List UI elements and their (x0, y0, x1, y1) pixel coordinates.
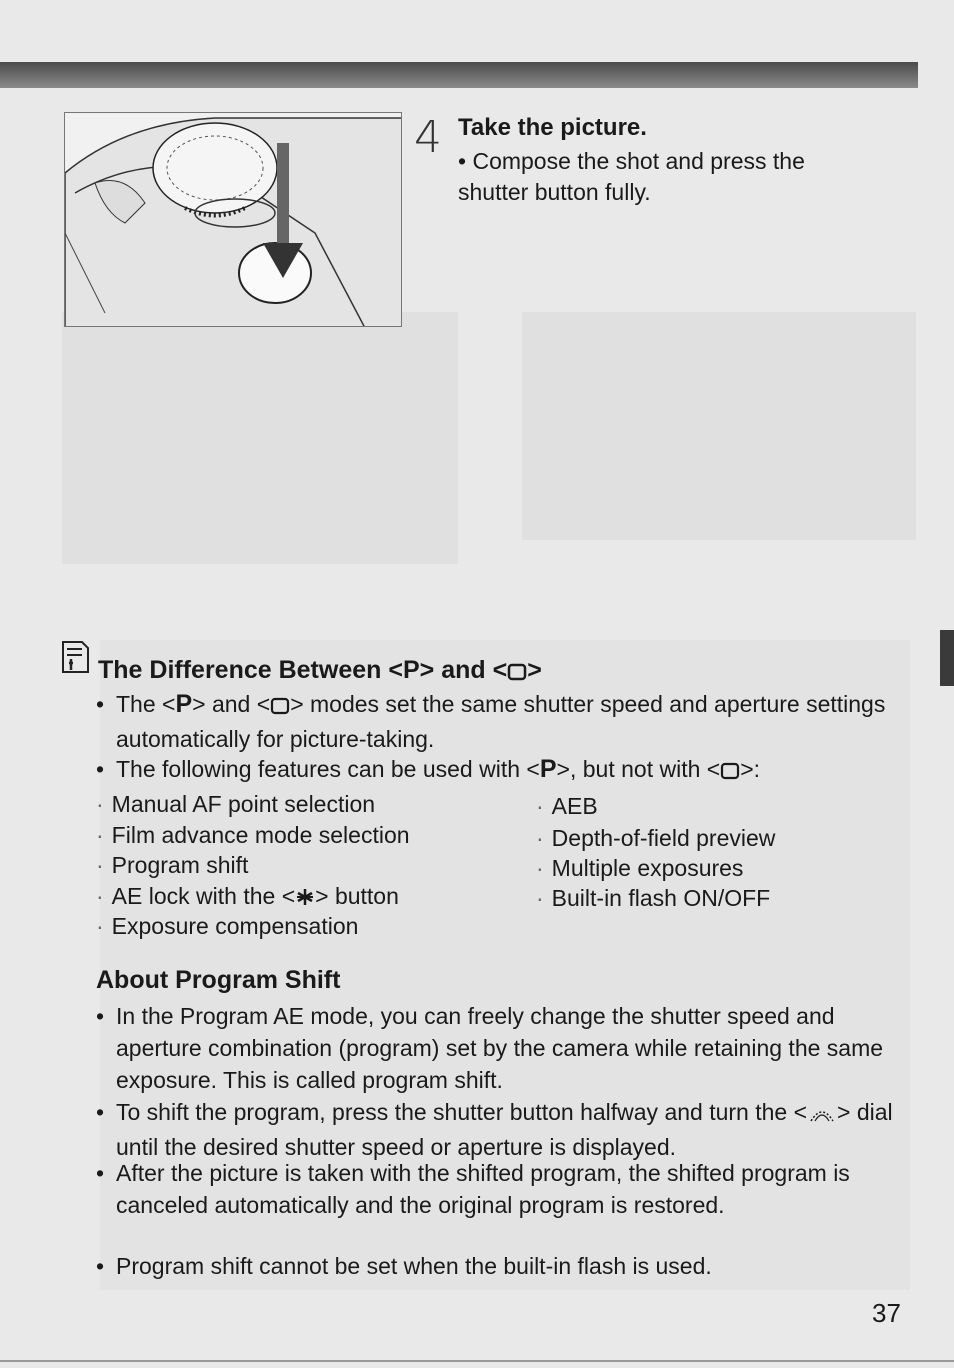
program-shift-title: About Program Shift (96, 966, 341, 994)
header-bar (0, 62, 918, 88)
full-auto-icon (507, 659, 527, 688)
ae-lock-asterisk-icon (295, 886, 315, 913)
feature-item: · Built-in flash ON/OFF (536, 885, 771, 911)
full-auto-icon (720, 756, 740, 788)
feature-item: · Program shift (96, 852, 249, 878)
full-auto-icon (270, 691, 290, 723)
bleed-through-right (522, 312, 916, 540)
feature-item: · AEB (536, 793, 598, 819)
difference-title: The Difference Between <P> and < > (98, 656, 542, 688)
bleed-through-left (62, 312, 458, 564)
difference-bullet-2: • The following features can be used with <P>, but not with < >: (96, 753, 896, 788)
step-bullet: • Compose the shot and press the shutter button fully. (458, 148, 805, 205)
program-shift-bullet-4: • Program shift cannot be set when the built-in flash is used. (96, 1253, 712, 1279)
main-dial-icon (807, 1099, 837, 1131)
feature-item: · Exposure compensation (96, 913, 359, 939)
feature-item: · Manual AF point selection (96, 791, 376, 817)
program-shift-bullet-3: • After the picture is taken with the shifted program, the shifted program is canceled automatically and the original program is restored. (96, 1160, 850, 1218)
feature-item: · Depth-of-field preview (536, 825, 776, 851)
step-title: Take the picture. (458, 114, 647, 141)
bottom-edge (0, 1360, 954, 1362)
camera-shutter-illustration (64, 112, 402, 327)
page-number: 37 (872, 1298, 901, 1328)
program-shift-bullet-2: • To shift the program, press the shutter button halfway and turn the < > dial until the desired shutter speed or aperture is displayed. (96, 1099, 893, 1160)
note-icon (60, 640, 90, 674)
feature-item: · AE lock with the < > button (96, 883, 399, 913)
section-tab (940, 630, 954, 686)
feature-item: · Film advance mode selection (96, 822, 410, 848)
program-shift-bullet-1: • In the Program AE mode, you can freely change the shutter speed and aperture combination (program) set by the camera while retaining the same exposure. This is called program shift. (96, 1003, 884, 1093)
feature-item: · Multiple exposures (536, 855, 744, 881)
difference-bullet-1: • The <P> and < > modes set the same shutter speed and aperture settings automatically for picture-taking. (96, 690, 886, 752)
step-number: 4 (414, 112, 442, 163)
